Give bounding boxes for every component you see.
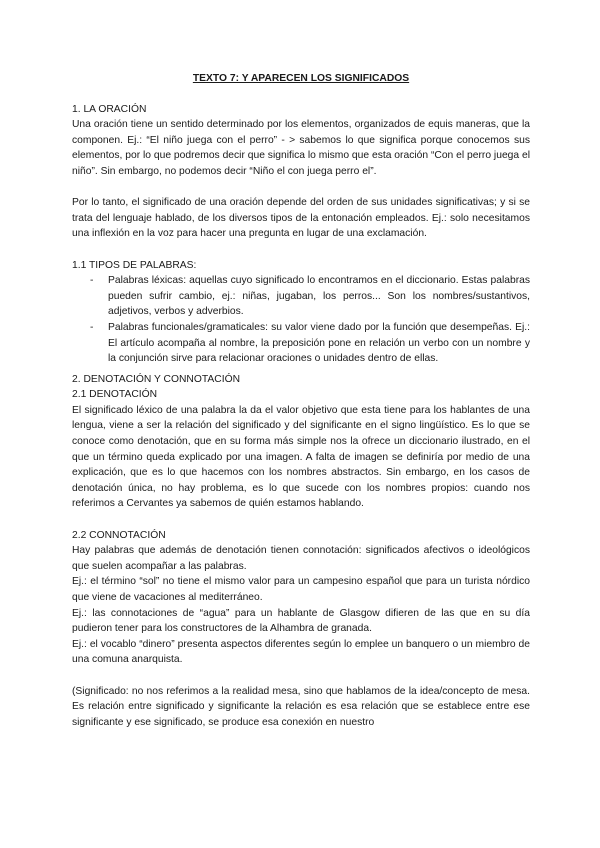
spacer (72, 180, 530, 196)
word-types-list (72, 273, 530, 367)
list-item (90, 273, 530, 320)
subsection-heading-connotacion: 2.2 CONNOTACIÓN (72, 529, 166, 541)
paragraph-denotacion: El significado léxico de una palabra la da el valor objetivo que esta tiene para los hablantes de una lengua, viene a ser la relación del significado y del significante en el signo lingüístico. Es lo que se conoce como denotación, que en su forma más simple nos la ofrece un diccionario ilustrado, en el que un término queda explicado por una imagen. A falta de imagen se definiría por medio de una explicación, que es lo que hacemos con los nombres abstractos. Sin embargo, en los casos de denotación única, no hay problema, es lo que sucede con los nombres propios: cuando nos referimos a Cervantes ya sabemos de quién estamos hablando. (72, 404, 530, 510)
spacer (72, 512, 530, 528)
paragraph-connotacion-3: Ej.: las connotaciones de “agua” para un hablante de Glasgow difieren de las que en su día pudieron tener para los constructores de la Alhambra de granada. (72, 607, 530, 635)
dash-bullet: - (90, 321, 94, 333)
section-heading-tipos-palabras: 1.1 TIPOS DE PALABRAS: (72, 259, 197, 271)
paragraph-oracion-1: Una oración tiene un sentido determinado por los elementos, organizados de equis maneras, que la componen. Ej.: “El niño juega con el perro” - > sabemos lo que significa porque conocemos sus elementos, por lo que podremos decir que significa lo mismo que esta oración “Con el perro juega el niño”. Sin embargo, no podemos decir “Niño el con juega perro el”. (72, 119, 530, 177)
paragraph-significado: (Significado: no nos referimos a la realidad mesa, sino que hablamos de la idea/concepto de mesa. Es relación entre significado y significante la relación es esa relación que se establece entre ese significante y ese significado, se produce esa conexión en nuestro (72, 685, 530, 728)
subsection-heading-denotacion: 2.1 DENOTACIÓN (72, 389, 158, 401)
document-title: TEXTO 7: Y APARECEN LOS SIGNIFICADOS (192, 73, 410, 84)
list-item-text: Palabras funcionales/gramaticales: su valor viene dado por la función que desempeñas. Ej.: El artículo acompaña al nombre, la preposición pone en relación un verbo con un nombre y la conjunción sirve para relacionar oraciones o unidades dentro de ellas. (108, 321, 530, 365)
spacer (72, 668, 530, 684)
spacer (72, 242, 530, 258)
paragraph-connotacion-2: Ej.: el término “sol” no tiene el mismo valor para un campesino español que para un turista nórdico que viene de vacaciones al mediterráneo. (72, 576, 530, 603)
section-heading-oracion: 1. LA ORACIÓN (72, 103, 147, 115)
paragraph-connotacion-1: Hay palabras que además de denotación tienen connotación: significados afectivos o ideológicos que suelen acompañar a las palabras. (72, 545, 530, 572)
list-item-text: Palabras léxicas: aquellas cuyo significado lo encontramos en el diccionario. Estas palabras pueden sufrir cambio, ej.: niñas, jugaban, los perros... Son los nombres/sustantivos, adjetivos, verbos y adverbios. (108, 275, 530, 318)
list-item (90, 320, 530, 367)
paragraph-oracion-2: Por lo tanto, el significado de una oración depende del orden de sus unidades significativas; y si se trata del lenguaje hablado, de los diversos tipos de la entonación empleados. Ej.: solo necesitamos una inflexión en la voz para hacer una pregunta en lugar de una exclamación. (72, 197, 530, 240)
section-heading-denotacion-connotacion: 2. DENOTACIÓN Y CONNOTACIÓN (72, 373, 241, 385)
paragraph-connotacion-4: Ej.: el vocablo “dinero” presenta aspectos diferentes según lo emplee un banquero o un miembro de una comuna anarquista. (72, 638, 530, 666)
dash-bullet: - (90, 275, 94, 287)
